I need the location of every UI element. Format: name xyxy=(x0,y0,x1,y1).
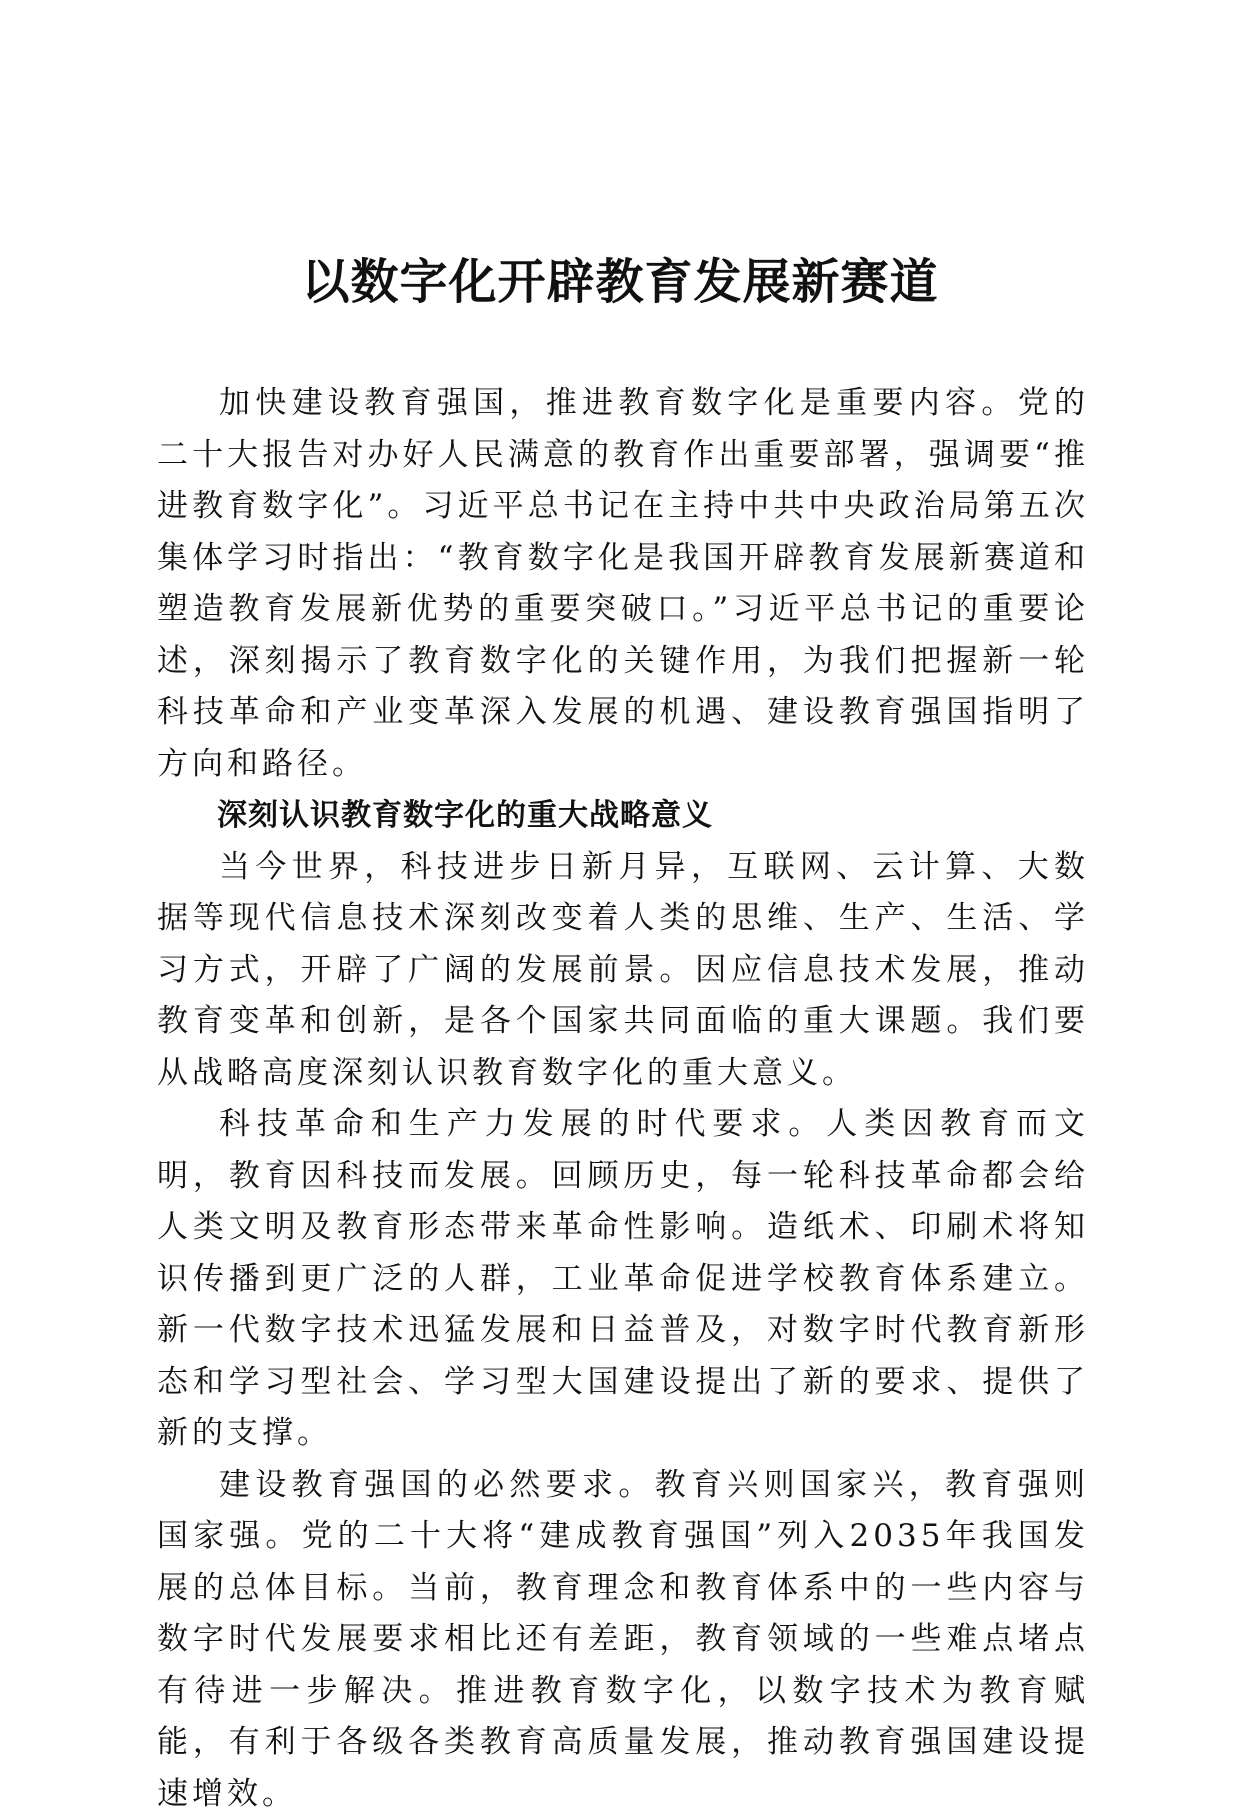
document-title: 以数字化开辟教育发展新赛道 xyxy=(0,252,1240,312)
paragraph-education-power: 建设教育强国的必然要求。教育兴则国家兴，教育强则国家强。党的二十大将“建成教育强国”列入2035年我国发展的总体目标。当前，教育理念和教育体系中的一些内容与数字时代发展要求相比还有差距，教育领域的一些难点堵点有待进一步解决。推进教育数字化，以数字技术为教育赋能，有利于各级各类教育高质量发展，推动教育强国建设提速增效。 xyxy=(157,1460,1089,1820)
paragraph-world-context: 当今世界，科技进步日新月异，互联网、云计算、大数据等现代信息技术深刻改变着人类的思维、生产、生活、学习方式，开辟了广阔的发展前景。因应信息技术发展，推动教育变革和创新，是各个国家共同面临的重大课题。我们要从战略高度深刻认识教育数字化的重大意义。 xyxy=(157,842,1089,1100)
paragraph-tech-revolution: 科技革命和生产力发展的时代要求。人类因教育而文明，教育因科技而发展。回顾历史，每一轮科技革命都会给人类文明及教育形态带来革命性影响。造纸术、印刷术将知识传播到更广泛的人群，工业革命促进学校教育体系建立。新一代数字技术迅猛发展和日益普及，对数字时代教育新形态和学习型社会、学习型大国建设提出了新的要求、提供了新的支撑。 xyxy=(157,1099,1089,1460)
document-body xyxy=(157,378,1089,1820)
section-heading: 深刻认识教育数字化的重大战略意义 xyxy=(157,790,1089,842)
paragraph-intro: 加快建设教育强国，推进教育数字化是重要内容。党的二十大报告对办好人民满意的教育作出重要部署，强调要“推进教育数字化”。习近平总书记在主持中共中央政治局第五次集体学习时指出：“教育数字化是我国开辟教育发展新赛道和塑造教育发展新优势的重要突破口。”习近平总书记的重要论述，深刻揭示了教育数字化的关键作用，为我们把握新一轮科技革命和产业变革深入发展的机遇、建设教育强国指明了方向和路径。 xyxy=(157,378,1089,790)
